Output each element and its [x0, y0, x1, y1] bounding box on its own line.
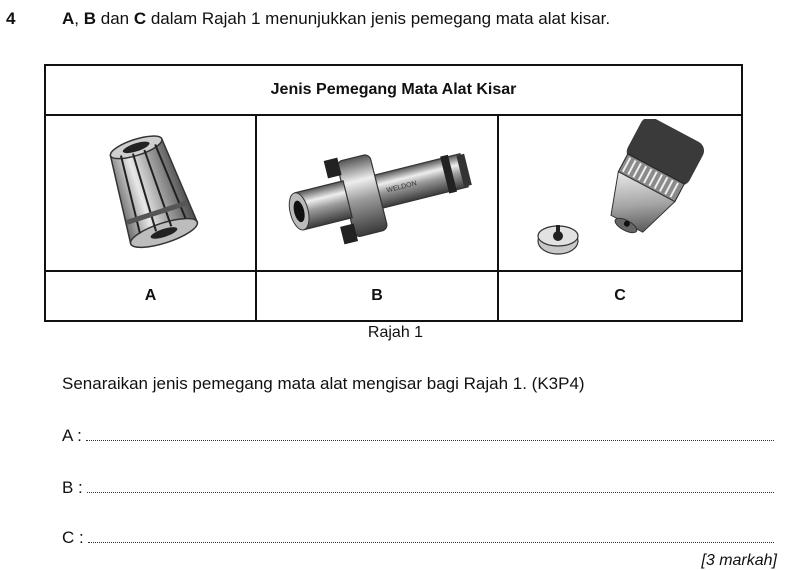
- figure-header: Jenis Pemegang Mata Alat Kisar: [45, 65, 742, 115]
- answer-blank-b[interactable]: [87, 478, 774, 493]
- answer-label-c: C :: [62, 528, 84, 547]
- column-label-a: A: [45, 271, 256, 321]
- answer-blank-c[interactable]: [88, 528, 774, 543]
- column-label-c: C: [498, 271, 742, 321]
- label-b: B: [83, 9, 97, 28]
- answer-label-b: B :: [62, 478, 83, 497]
- arbor-holder-icon: [267, 123, 487, 263]
- answer-line-a[interactable]: [62, 426, 774, 446]
- drill-chuck-icon: [520, 119, 720, 267]
- marks-label: [3 markah]: [701, 552, 777, 569]
- answer-line-c[interactable]: [62, 528, 774, 548]
- column-label-b: B: [256, 271, 498, 321]
- question-number: 4: [6, 9, 16, 28]
- image-cell-b: [256, 115, 498, 271]
- instruction: Senaraikan jenis pemegang mata alat mengisar bagi Rajah 1. (K3P4): [62, 374, 585, 393]
- answer-line-b[interactable]: [62, 478, 774, 498]
- question-body: dalam Rajah 1 menunjukkan jenis pemegang mata alat kisar.: [146, 9, 611, 28]
- separator: ,: [74, 9, 84, 28]
- label-c: C: [133, 9, 147, 28]
- separator: dan: [96, 9, 134, 28]
- answer-blank-a[interactable]: [86, 426, 774, 441]
- image-cell-c: [498, 115, 742, 271]
- answer-label-a: A :: [62, 426, 82, 445]
- question-text: [62, 9, 610, 29]
- arbor-engraving: WELDON: [385, 180, 418, 195]
- caption-text: Rajah 1: [367, 324, 424, 341]
- figure-caption: [0, 324, 791, 342]
- figure-table: [44, 64, 743, 322]
- collet-icon: [86, 123, 216, 263]
- label-a: A: [62, 9, 75, 28]
- image-cell-a: [45, 115, 256, 271]
